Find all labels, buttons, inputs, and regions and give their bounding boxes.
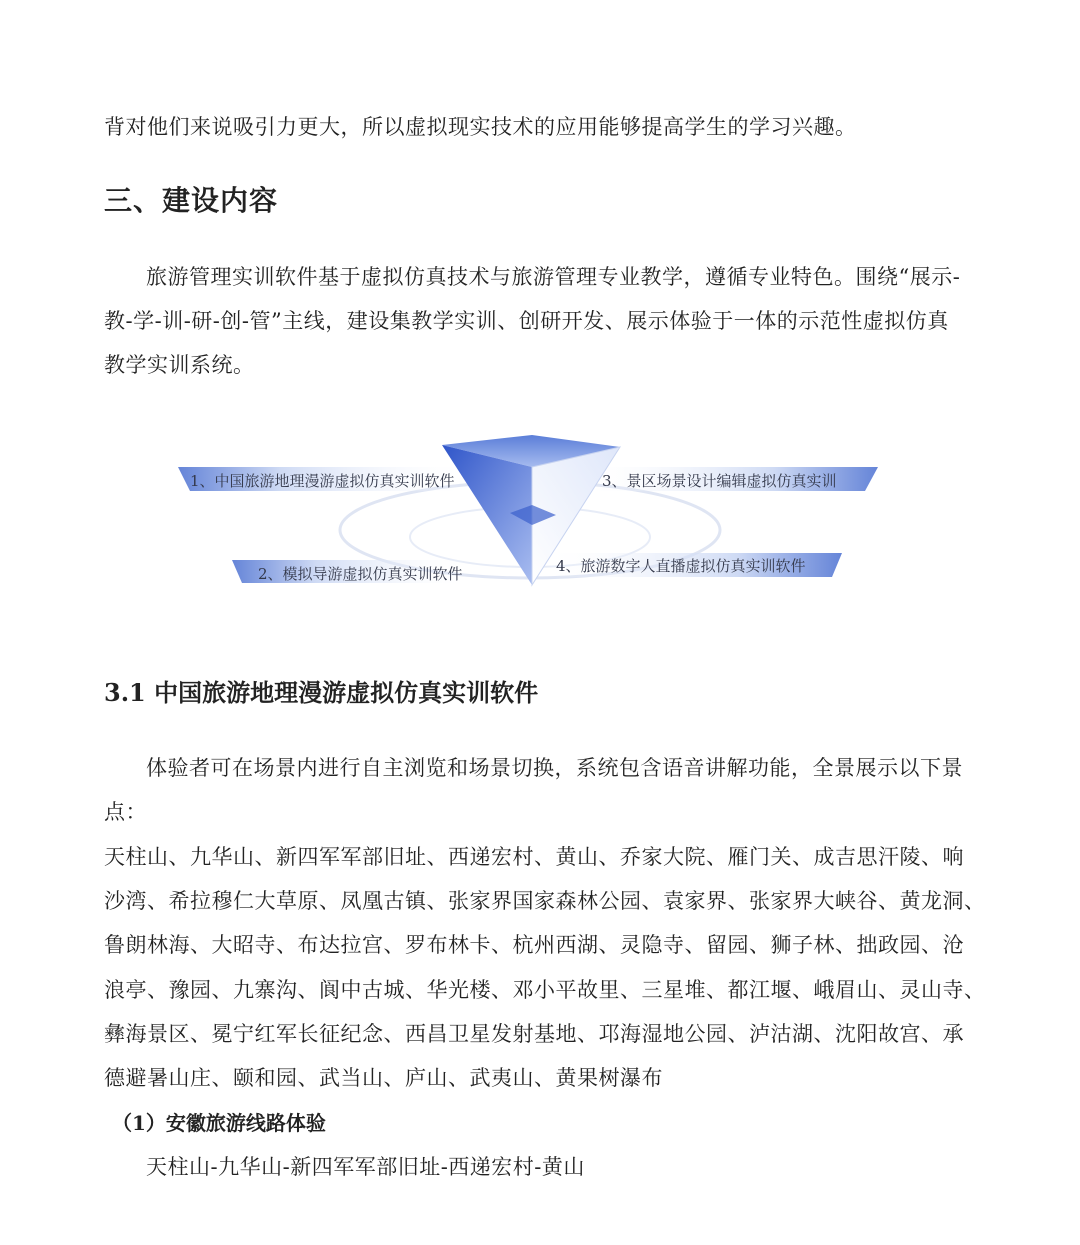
body-text-line: 背对他们来说吸引力更大，所以虚拟现实技术的应用能够提高学生的学习兴趣。 bbox=[104, 115, 857, 139]
diagram-label-1: 1、中国旅游地理漫游虚拟仿真实训软件 bbox=[190, 472, 455, 490]
route-text: 天柱山-九华山-新四军军部旧址-西递宏村-黄山 bbox=[146, 1155, 585, 1179]
body-text-line: 彝海景区、冕宁红军长征纪念、西昌卫星发射基地、邛海湿地公园、泸沽湖、沈阳故宫、承 bbox=[104, 1022, 964, 1046]
diagram-label-3: 3、景区场景设计编辑虚拟仿真实训 bbox=[602, 472, 837, 490]
diagram-label-2: 2、模拟导游虚拟仿真实训软件 bbox=[258, 565, 463, 583]
section-heading: 三、建设内容 bbox=[104, 184, 279, 217]
body-text-line: 天柱山、九华山、新四军军部旧址、西递宏村、黄山、乔家大院、雁门关、成吉思汗陵、响 bbox=[104, 845, 964, 869]
body-text-line: 浪亭、豫园、九寨沟、阆中古城、华光楼、邓小平故里、三星堆、都江堰、峨眉山、灵山寺、 bbox=[104, 978, 986, 1002]
body-text-line: 沙湾、希拉穆仁大草原、凤凰古镇、张家界国家森林公园、袁家界、张家界大峡谷、黄龙洞、 bbox=[104, 889, 986, 913]
body-text-line: 德避暑山庄、颐和园、武当山、庐山、武夷山、黄果树瀑布 bbox=[104, 1066, 663, 1090]
body-text-line: 旅游管理实训软件基于虚拟仿真技术与旅游管理专业教学，遵循专业特色。围绕“展示- bbox=[146, 265, 961, 289]
route-heading: （1）安徽旅游线路体验 bbox=[112, 1111, 326, 1135]
subsection-heading: 3.1 中国旅游地理漫游虚拟仿真实训软件 bbox=[104, 678, 539, 707]
software-diagram bbox=[170, 425, 890, 600]
body-text-line: 教-学-训-研-创-管”主线，建设集教学实训、创研开发、展示体验于一体的示范性虚拟仿真 bbox=[104, 309, 949, 333]
body-text-line: 教学实训系统。 bbox=[104, 353, 255, 377]
body-text-line: 点： bbox=[104, 800, 147, 824]
diagram-label-4: 4、旅游数字人直播虚拟仿真实训软件 bbox=[556, 557, 806, 575]
body-text-line: 鲁朗林海、大昭寺、布达拉宫、罗布林卡、杭州西湖、灵隐寺、留园、狮子林、拙政园、沧 bbox=[104, 933, 964, 957]
body-text-line: 体验者可在场景内进行自主浏览和场景切换，系统包含语音讲解功能，全景展示以下景 bbox=[146, 756, 963, 780]
